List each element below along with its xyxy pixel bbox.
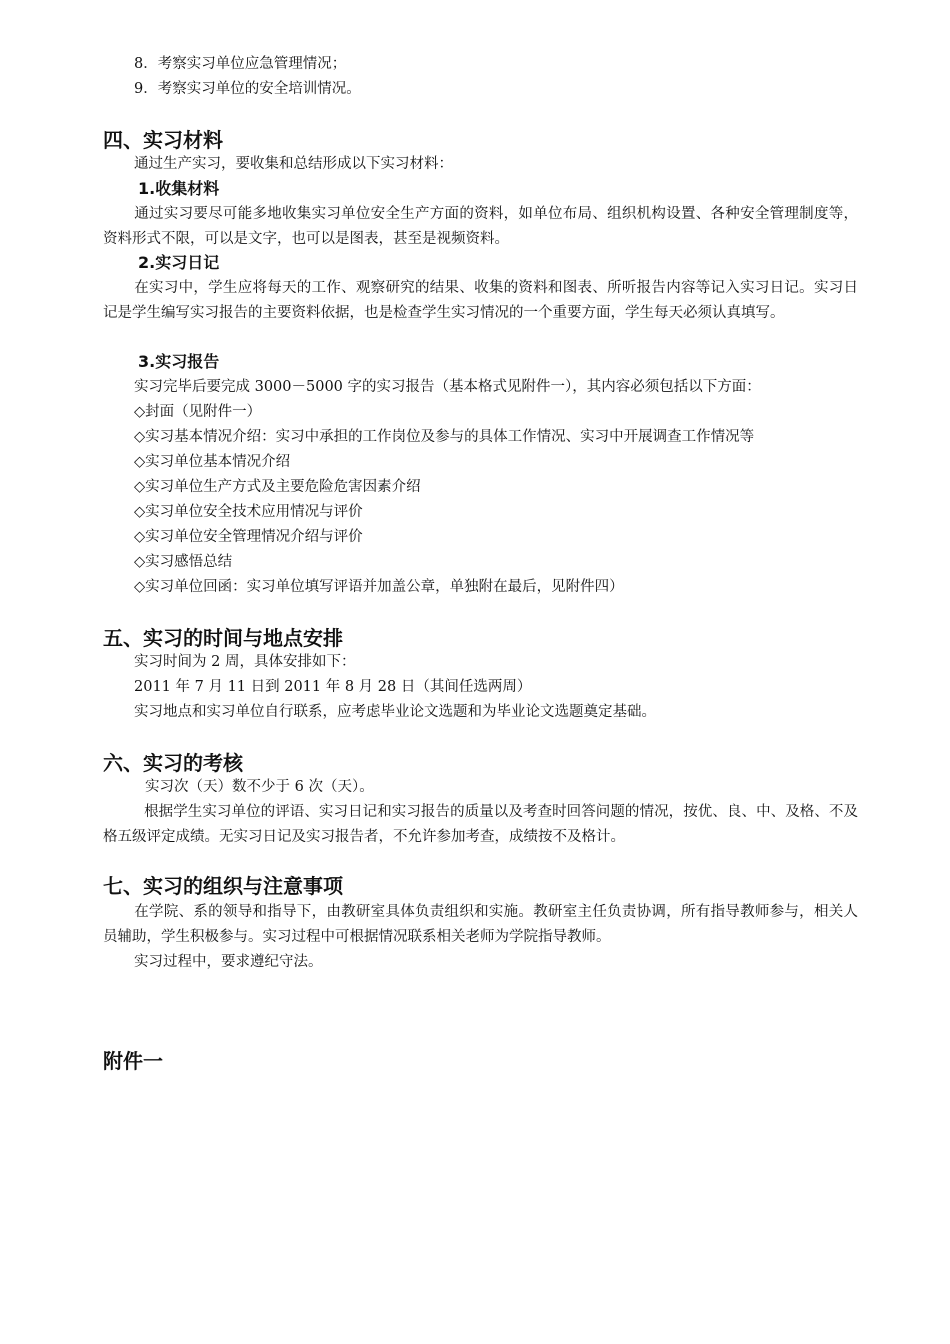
report-item-management: ◇实习单位安全管理情况介绍与评价 [134, 529, 363, 545]
subsection-collect-heading: 1.收集材料 [138, 179, 220, 198]
section-5-line-1: 实习时间为 2 周，具体安排如下： [134, 654, 356, 670]
section-7-line-2: 实习过程中，要求遵纪守法。 [134, 954, 323, 970]
section-5-line-2: 2011 年 7 月 11 日到 2011 年 8 月 28 日（其间任选两周） [134, 679, 532, 695]
section-6-text [103, 800, 858, 850]
section-6-line-1: 实习次（天）数不少于 6 次（天）。 [145, 779, 374, 795]
section-7-heading: 七、实习的组织与注意事项 [103, 874, 343, 898]
list-item-9: 9．考察实习单位的安全培训情况。 [134, 81, 361, 97]
report-item-cover: ◇封面（见附件一） [134, 404, 262, 420]
subsection-diary-heading: 2.实习日记 [138, 253, 220, 272]
section-7-text [103, 900, 858, 950]
report-item-hazard: ◇实习单位生产方式及主要危险危害因素介绍 [134, 479, 421, 495]
section-6-body: 根据学生实习单位的评语、实习日记和实习报告的质量以及考查时回答问题的情况，按优、良、中、及格、不及格五级评定成绩。无实习日记及实习报告者，不允许参加考查，成绩按不及格计。 [103, 804, 858, 845]
subsection-diary-text [103, 276, 858, 326]
subsection-report-heading: 3.实习报告 [138, 352, 220, 371]
section-4-intro: 通过生产实习，要收集和总结形成以下实习材料： [134, 156, 453, 172]
section-7-body: 在学院、系的领导和指导下，由教研室具体负责组织和实施。教研室主任负责协调，所有指导教师参与，相关人员辅助，学生积极参与。实习过程中可根据情况联系相关老师为学院指导教师。 [103, 904, 858, 945]
section-5-line-3: 实习地点和实习单位自行联系，应考虑毕业论文选题和为毕业论文选题奠定基础。 [134, 704, 656, 720]
report-item-summary: ◇实习感悟总结 [134, 554, 233, 570]
section-6-heading: 六、实习的考核 [103, 751, 243, 775]
list-item-8: 8．考察实习单位应急管理情况； [134, 56, 347, 72]
report-item-tech: ◇实习单位安全技术应用情况与评价 [134, 504, 363, 520]
subsection-diary-body: 在实习中，学生应将每天的工作、观察研究的结果、收集的资料和图表、所听报告内容等记入实习日记。实习日记是学生编写实习报告的主要资料依据，也是检查学生实习情况的一个重要方面，学生每天必须认真填写。 [103, 280, 858, 321]
section-5-heading: 五、实习的时间与地点安排 [103, 626, 343, 650]
report-item-unit: ◇实习单位基本情况介绍 [134, 454, 291, 470]
report-item-basic: ◇实习基本情况介绍：实习中承担的工作岗位及参与的具体工作情况、实习中开展调查工作情况等 [134, 429, 755, 445]
subsection-collect-text [103, 202, 858, 252]
report-item-reply: ◇实习单位回函：实习单位填写评语并加盖公章，单独附在最后，见附件四） [134, 579, 624, 595]
subsection-collect-body: 通过实习要尽可能多地收集实习单位安全生产方面的资料，如单位布局、组织机构设置、各种安全管理制度等，资料形式不限，可以是文字，也可以是图表，甚至是视频资料。 [103, 206, 858, 247]
appendix-heading: 附件一 [103, 1049, 163, 1073]
subsection-report-intro: 实习完毕后要完成 3000－5000 字的实习报告（基本格式见附件一），其内容必须包括以下方面： [134, 379, 761, 395]
section-4-heading: 四、实习材料 [103, 128, 223, 152]
